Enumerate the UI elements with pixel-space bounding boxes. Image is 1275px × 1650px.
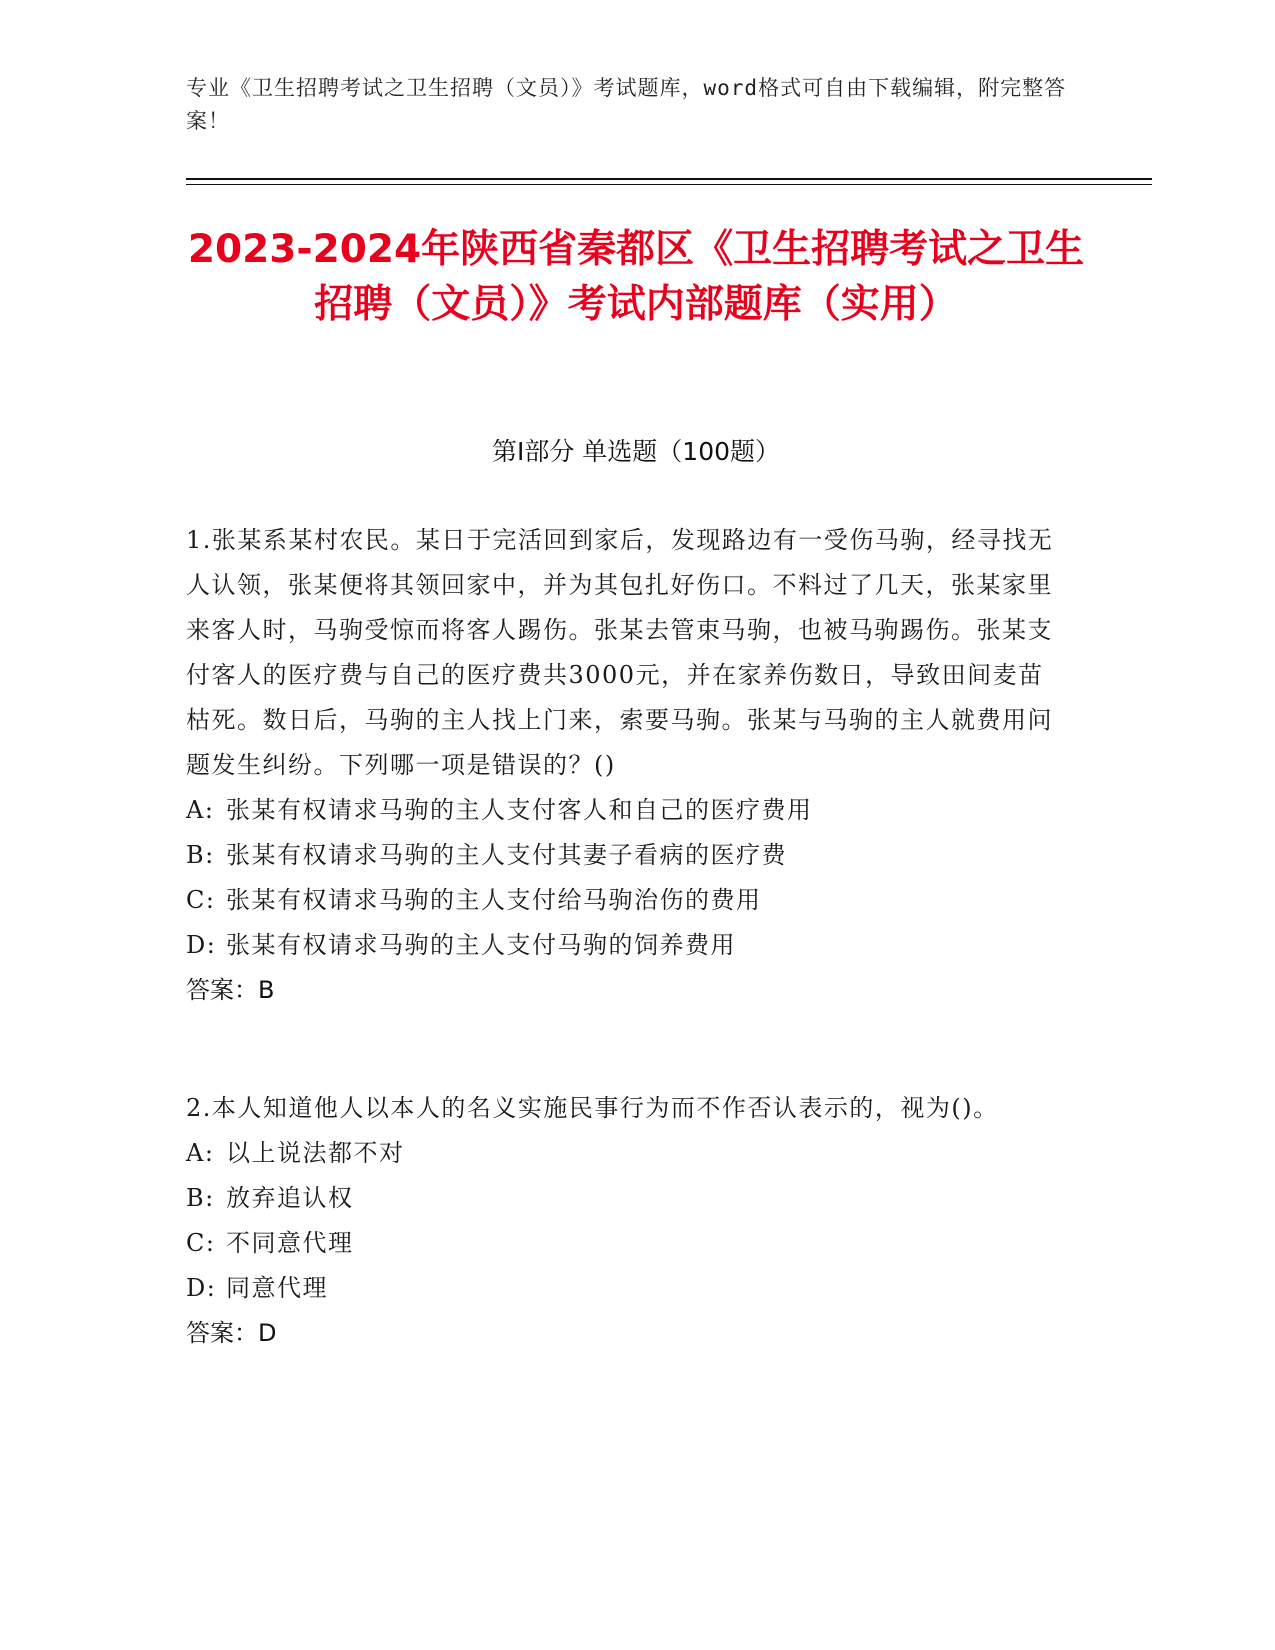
answer-line: 答案：D xyxy=(186,1319,277,1347)
answer-line: 答案：B xyxy=(186,976,275,1004)
option-letter: B: xyxy=(186,1184,215,1212)
option-letter: D: xyxy=(186,1274,217,1302)
option-text: 以上说法都不对 xyxy=(226,1139,405,1167)
question-stem: 1.张某系某村农民。某日于完活回到家后，发现路边有一受伤马驹，经寻找无人认领，张某便将其领回家中，并为其包扎好伤口。不料过了几天，张某家里来客人时，马驹受惊而将客人踢伤。张某去管束马驹，也被马驹踢伤。张某支付客人的医疗费与自己的医疗费共3000元，并在家养伤数日，导致田间麦苗枯死。数日后，马驹的主人找上门来，索要马驹。张某与马驹的主人就费用问题发生纠纷。下列哪一项是错误的？() xyxy=(186,526,1054,779)
option-d xyxy=(186,1266,1066,1311)
option-text: 不同意代理 xyxy=(226,1229,354,1257)
option-d xyxy=(186,923,1066,968)
option-text: 张某有权请求马驹的主人支付给马驹治伤的费用 xyxy=(226,886,762,914)
option-b xyxy=(186,833,1066,878)
option-text: 同意代理 xyxy=(226,1274,328,1302)
header-note: 专业《卫生招聘考试之卫生招聘（文员）》考试题库，word格式可自由下载编辑，附完整答案！ xyxy=(186,76,1067,133)
header-rule-thin xyxy=(186,184,1152,185)
option-letter: C: xyxy=(186,1229,216,1257)
option-letter: C: xyxy=(186,886,216,914)
option-c xyxy=(186,1221,1066,1266)
option-text: 张某有权请求马驹的主人支付其妻子看病的医疗费 xyxy=(226,841,787,869)
option-text: 放弃追认权 xyxy=(226,1184,354,1212)
document-title: 2023-2024年陕西省秦都区《卫生招聘考试之卫生招聘（文员）》考试内部题库（实用） xyxy=(187,227,1085,327)
option-letter: A: xyxy=(186,1139,215,1167)
option-letter: B: xyxy=(186,841,215,869)
question-stem: 2.本人知道他人以本人的名义实施民事行为而不作否认表示的，视为()。 xyxy=(186,1094,999,1122)
section-heading: 第Ⅰ部分 单选题（100题） xyxy=(491,437,781,466)
option-a xyxy=(186,1131,1066,1176)
option-text: 张某有权请求马驹的主人支付客人和自己的医疗费用 xyxy=(226,796,813,824)
option-text: 张某有权请求马驹的主人支付马驹的饲养费用 xyxy=(226,931,736,959)
option-c xyxy=(186,878,1066,923)
question-block xyxy=(186,1086,1066,1356)
option-a xyxy=(186,788,1066,833)
option-letter: D: xyxy=(186,931,217,959)
option-letter: A: xyxy=(186,796,215,824)
header-rule-thick xyxy=(186,178,1152,180)
option-b xyxy=(186,1176,1066,1221)
question-block xyxy=(186,518,1066,1013)
